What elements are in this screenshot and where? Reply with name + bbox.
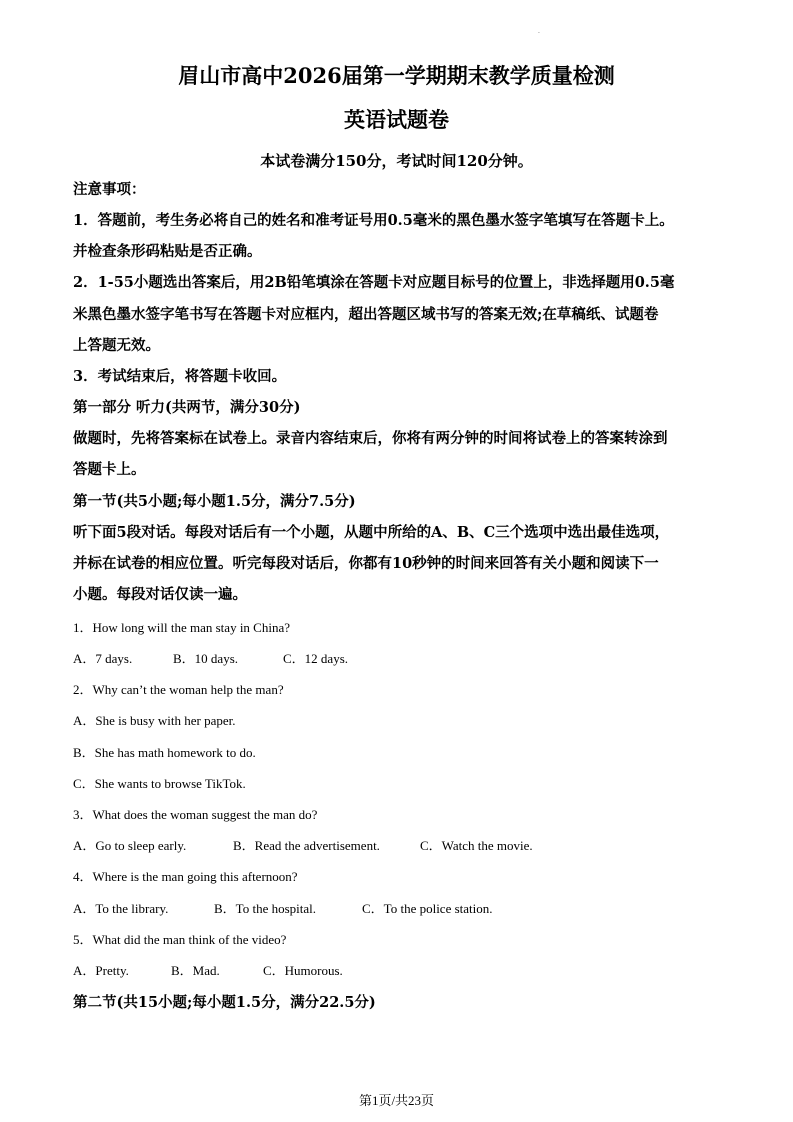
part1-heading: 第一部分 听力(共两节，满分30分) (73, 399, 301, 416)
option-b: B．10 days. (173, 651, 239, 666)
section1-instruction-line-1: 听下面5段对话。每段对话后有一个小题，从题中所给的A、B、C三个选项中选出最佳选项， (73, 524, 670, 541)
question-1: 1．How long will the man stay in China? (73, 620, 291, 635)
question-2-option-c: C．She wants to browse TikTok. (73, 776, 246, 791)
question-5: 5．What did the man think of the video? (73, 932, 287, 947)
option-c: C．Watch the movie. (420, 838, 533, 853)
scan-dot: · (538, 30, 540, 37)
note-item-2-line-1: 2．1-55小题选出答案后，用2B铅笔填涂在答题卡对应题目标号的位置上，非选择题用0.5毫 (73, 274, 675, 291)
option-b: B．To the hospital. (214, 901, 317, 916)
question-2-option-a: A．She is busy with her paper. (73, 713, 236, 728)
part1-instruction-line-2: 答题卡上。 (73, 461, 146, 478)
question-2: 2．Why can’t the woman help the man? (73, 682, 284, 697)
part1-instruction-line-1: 做题时，先将答案标在试卷上。录音内容结束后，你将有两分钟的时间将试卷上的答案转涂到 (73, 430, 668, 447)
note-item-2-line-3: 上答题无效。 (73, 337, 160, 354)
question-5-options (73, 962, 343, 980)
exam-title: 眉山市高中2026届第一学期期末教学质量检测 (178, 63, 615, 88)
question-2-option-b: B．She has math homework to do. (73, 745, 256, 760)
option-a: A．Pretty. (73, 963, 129, 978)
question-3-options (73, 837, 533, 855)
option-b: B．Mad. (171, 963, 220, 978)
question-4: 4．Where is the man going this afternoon? (73, 869, 298, 884)
question-4-options (73, 900, 493, 918)
note-item-1-line-2: 并检查条形码粘贴是否正确。 (73, 243, 262, 260)
exam-subtitle: 英语试题卷 (344, 107, 449, 132)
exam-info: 本试卷满分150分，考试时间120分钟。 (260, 152, 533, 170)
section2-heading: 第二节(共15小题;每小题1.5分，满分22.5分) (73, 994, 376, 1011)
section1-instruction-line-3: 小题。每段对话仅读一遍。 (73, 586, 247, 603)
question-1-options (73, 650, 348, 668)
option-a: A．Go to sleep early. (73, 838, 187, 853)
section1-heading: 第一节(共5小题;每小题1.5分，满分7.5分) (73, 493, 356, 510)
note-item-2-line-2: 米黑色墨水签字笔书写在答题卡对应框内，超出答题区域书写的答案无效;在草稿纸、试题卷 (73, 306, 659, 323)
option-a: A．7 days. (73, 651, 133, 666)
option-a: A．To the library. (73, 901, 169, 916)
page-number: 第1页/共23页 (358, 1093, 435, 1108)
option-b: B．Read the advertisement. (233, 838, 380, 853)
option-c: C．Humorous. (263, 963, 343, 978)
option-c: C．12 days. (283, 651, 349, 666)
note-item-1-line-1: 1．答题前，考生务必将自己的姓名和准考证号用0.5毫米的黑色墨水签字笔填写在答题卡上。 (73, 212, 674, 229)
question-3: 3．What does the woman suggest the man do? (73, 807, 318, 822)
section1-instruction-line-2: 并标在试卷的相应位置。听完每段对话后，你都有10秒钟的时间来回答有关小题和阅读下一 (73, 555, 659, 572)
notes-heading: 注意事项： (73, 181, 146, 198)
option-c: C．To the police station. (362, 901, 493, 916)
note-item-3: 3．考试结束后，将答题卡收回。 (73, 368, 287, 385)
